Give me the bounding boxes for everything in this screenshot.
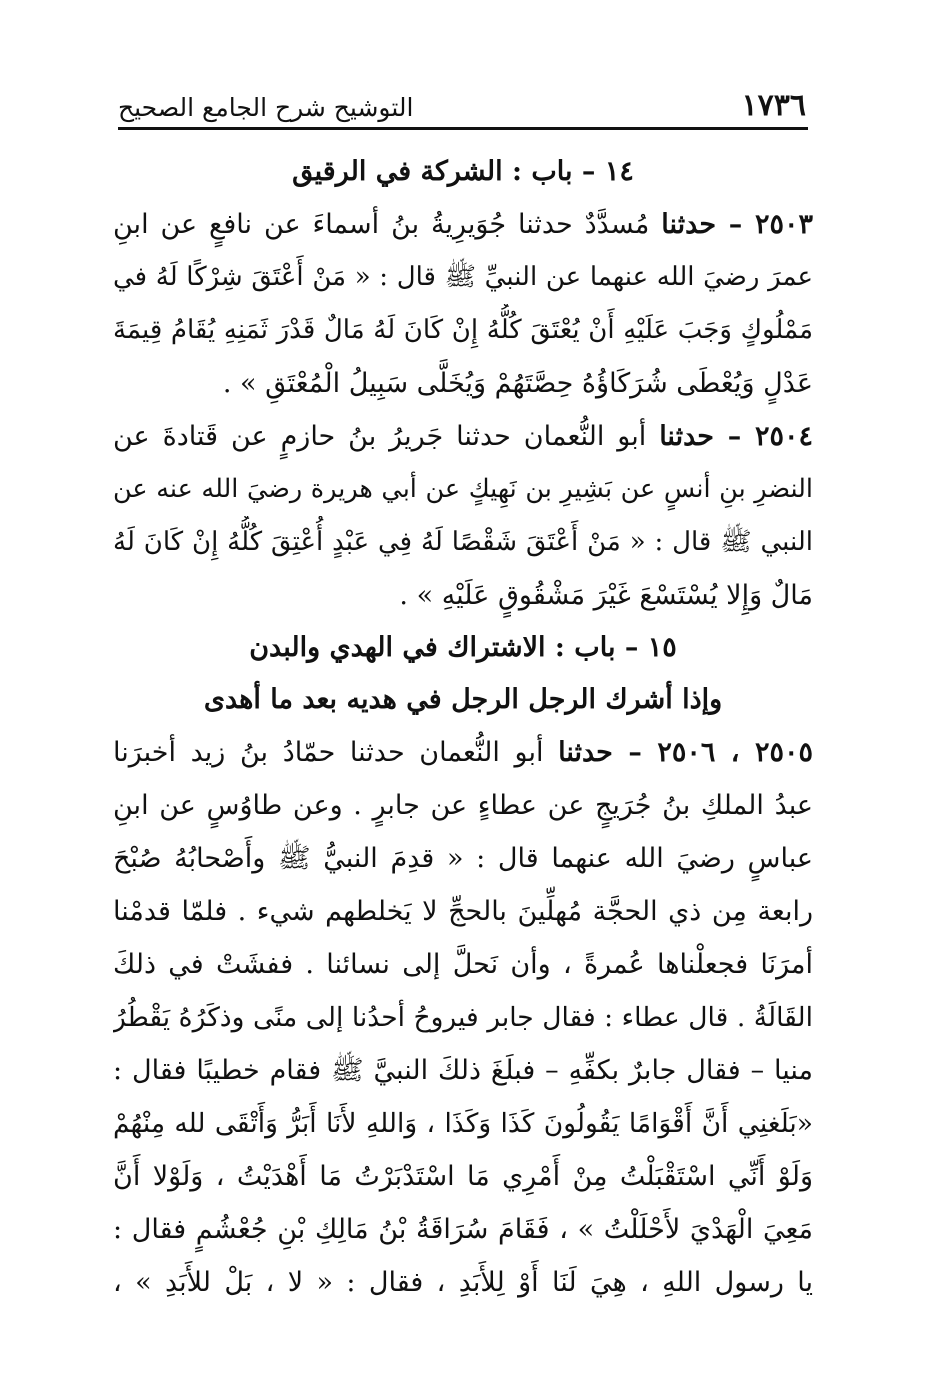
text-line	[113, 463, 813, 516]
text-line	[113, 1203, 813, 1256]
page-number: ١٧٣٦	[741, 88, 806, 123]
line-text: مُسدَّدٌ حدثنا جُوَيرِيةُ بنُ أسماءَ عن نافعٍ عن ابنِ	[113, 209, 662, 240]
text-line	[113, 779, 813, 832]
line-text: النبي ﷺ قال : « مَنْ أَعْتَقَ شَقْصًا لَهُ فِي عَبْدٍ أُعْتِقَ كُلُّهُ إِنْ كَانَ لَهُ	[113, 527, 813, 557]
line-text: عَدْلٍ وَيُعْطَى شُرَكَاؤُهُ حِصَّتَهُمْ وَيُخَلَّى سَبِيلُ الْمُعْتَقِ » .	[222, 368, 813, 399]
text-line	[113, 1256, 813, 1309]
hadith-number: ٢٥٠٣ –	[716, 209, 813, 240]
line-text: أبو النُّعمان حدثنا جَريرُ بنُ حازمٍ عن قَتادةَ عن	[113, 421, 660, 452]
page-body	[113, 146, 813, 1309]
running-title: التوشيح شرح الجامع الصحيح	[118, 93, 414, 122]
narration-keyword: حدثنا	[661, 209, 717, 240]
section-heading: ١٤ – باب : الشركة في الرقيق	[292, 156, 634, 187]
line-text: وَلَوْ أَنِّي اسْتَقْبَلْتُ مِنْ أَمْرِي مَا اسْتَدْبَرْتُ مَا أَهْدَيْتُ ، وَلَوْلا أَنَّ	[113, 1161, 813, 1192]
text-line	[113, 357, 813, 410]
text-line	[113, 885, 813, 938]
hadith-number: ٢٥٠٤ –	[713, 421, 813, 452]
section-heading: ١٥ – باب : الاشتراك في الهدي والبدن	[249, 632, 677, 663]
line-text: «بَلَغنِي أَنَّ أَقْوَامًا يَقُولُونَ كَذَا وَكَذَا ، وَاللهِ لأَنَا أَبَرُّ وَأَتْقَى لله مِنْهُمْ	[113, 1108, 813, 1139]
section-heading: وإذا أشرك الرجل الرجل في هديه بعد ما أهدى	[203, 684, 723, 715]
line-text: منيا – فقال جابرٌ بكفِّهِ – فبلَغَ ذلكَ النبيَّ ﷺ فقام خطيبًا فقال :	[113, 1055, 813, 1086]
line-text: أبو النُّعمان حدثنا حمّادُ بنُ زيد أخبرَنا	[113, 737, 559, 768]
text-line	[113, 251, 813, 304]
line-text: مَالٌ وَإِلا يُسْتَسْعَ غَيْرَ مَشْقُوقٍ عَلَيْهِ » .	[399, 580, 813, 611]
text-line	[113, 1044, 813, 1097]
text-line	[113, 516, 813, 569]
text-line	[113, 1097, 813, 1150]
text-line	[113, 726, 813, 779]
text-line	[113, 304, 813, 357]
line-text: رابعة مِن ذي الحجَّة مُهلِّينَ بالحجِّ لا يَخلطهم شيء . فلمّا قدمْنا	[113, 896, 813, 927]
text-line	[113, 1150, 813, 1203]
line-text: مَعِيَ الْهَدْيَ لأَحْلَلْتُ » ، فَقَامَ سُرَاقَةُ بْنُ مَالِكِ بْنِ جُعْشُمٍ فقال :	[113, 1214, 813, 1245]
line-text: القَالَةُ . قال عطاء : فقال جابر فيروحُ أحدُنا إلى منًى وذكَرُهُ يَقْطُرُ	[113, 1002, 813, 1033]
text-line	[113, 569, 813, 622]
page-header	[118, 88, 806, 128]
line-text: عبدُ الملكِ بنُ جُرَيجٍ عن عطاءٍ عن جابرٍ . وعن طاوُسٍ عن ابنِ	[113, 790, 813, 821]
hadith-number: ٢٥٠٥ ، ٢٥٠٦ –	[612, 737, 813, 768]
line-text: النضرِ بنِ أنسٍ عن بَشِيرِ بن نَهِيكٍ عن أبي هريرة رضيَ الله عنه عن	[113, 474, 813, 504]
line-text: عمرَ رضيَ الله عنهما عن النبيِّ ﷺ قال : « مَنْ أَعْتَقَ شِرْكًا لَهُ في	[113, 262, 813, 292]
text-line	[113, 832, 813, 885]
text-line	[113, 991, 813, 1044]
line-text: مَمْلُوكٍ وَجَبَ عَلَيْهِ أَنْ يُعْتَقَ كُلُّهُ إِنْ كَانَ لَهُ مَالٌ قَدْرَ ثَمَنِهِ يُقَامُ قِيمَةَ	[113, 315, 813, 345]
text-line	[113, 198, 813, 251]
line-text: عباسٍ رضيَ الله عنهما قال : « قدِمَ النبيُّ ﷺ وأَصْحابُهُ صُبْحَ	[113, 843, 813, 874]
text-line	[113, 410, 813, 463]
line-text: أمرَنَا فجعلْناها عُمرةً ، وأن نَحلَّ إلى نسائنا . ففشَتْ في ذلكَ	[113, 949, 813, 980]
text-line	[113, 938, 813, 991]
narration-keyword: حدثنا	[558, 737, 613, 768]
header-rule	[118, 127, 808, 130]
line-text: يا رسول اللهِ ، هِيَ لَنَا أَوْ لِلأَبَدِ ، فقال : « لا ، بَلْ للأَبَدِ » ،	[113, 1267, 813, 1298]
narration-keyword: حدثنا	[659, 421, 714, 452]
